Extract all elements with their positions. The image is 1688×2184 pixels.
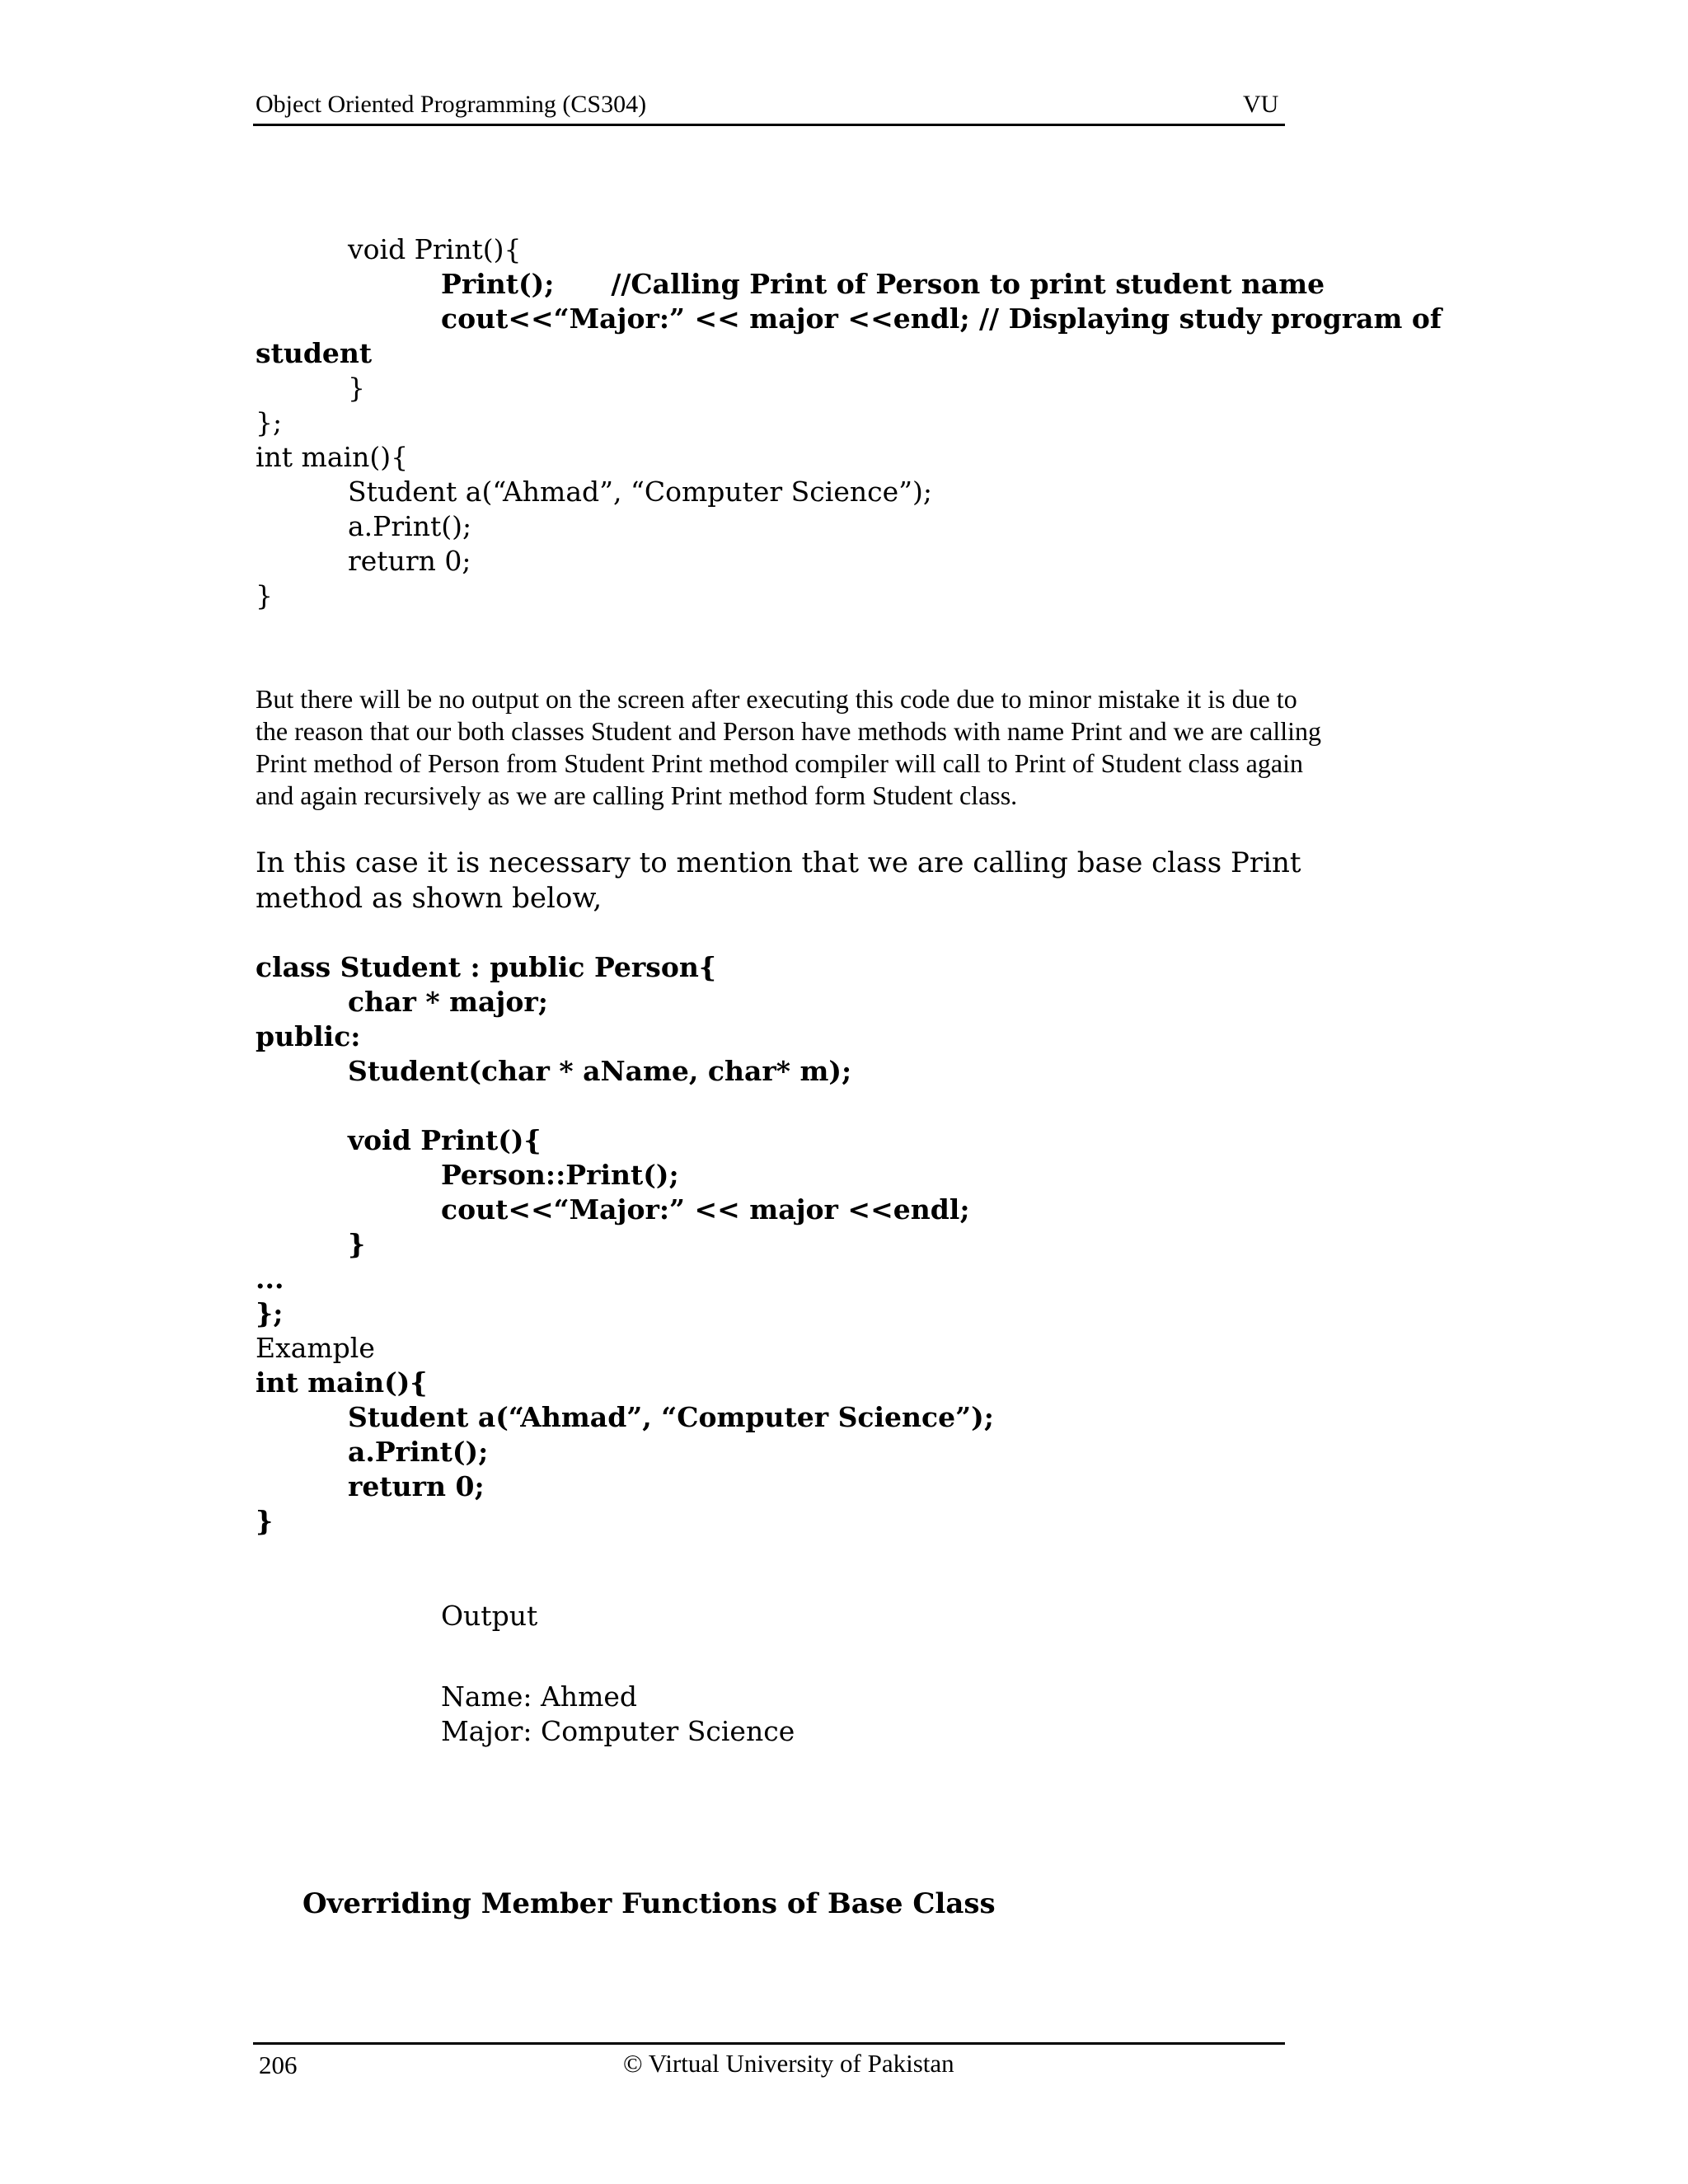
code-line: a.Print(); — [348, 510, 472, 542]
code-line: int main(){ — [256, 441, 409, 473]
code-line: Person::Print(); — [441, 1159, 679, 1191]
code-line: } — [348, 1228, 366, 1260]
header-institution: VU — [1243, 91, 1279, 118]
footer-divider — [253, 2042, 1285, 2045]
page-number: 206 — [259, 2050, 298, 2079]
code-line: Student(char * aName, char* m); — [348, 1055, 852, 1087]
code-line: void Print(){ — [348, 233, 522, 265]
body-paragraph: But there will be no output on the screen after executing this code due to minor mistake it is due to the reason that our both classes Student and Person have methods with name Print and we are calling Print method of Person from Student Print method compiler will call to Print of Student class again and again recursively as we are calling Print method form Student class. — [256, 684, 1322, 810]
code-line: }; — [256, 406, 283, 438]
code-line: return 0; — [348, 545, 471, 577]
code-line: cout<<“Major:” << major <<endl; — [441, 1193, 970, 1226]
header-course-title: Object Oriented Programming (CS304) — [256, 91, 647, 118]
section-heading: Overriding Member Functions of Base Class — [302, 1887, 996, 1920]
code-line: }; — [256, 1297, 284, 1329]
output-label: Output — [441, 1600, 538, 1632]
code-line: int main(){ — [256, 1366, 428, 1399]
code-line: cout<<“Major:” << major <<endl; // Displaying study program of — [441, 302, 1442, 335]
footer-copyright: © Virtual University of Pakistan — [623, 2049, 954, 2078]
code-line: public: — [256, 1020, 361, 1052]
output-line: Name: Ahmed — [441, 1680, 638, 1713]
code-line: Student a(“Ahmad”, “Computer Science”); — [348, 1401, 994, 1433]
code-line: class Student : public Person{ — [256, 951, 717, 983]
code-line: } — [348, 372, 365, 404]
header-divider — [253, 124, 1285, 126]
code-line: Example — [256, 1332, 375, 1364]
code-line: Print(); //Calling Print of Person to print student name — [441, 268, 1325, 300]
code-line: Student a(“Ahmad”, “Computer Science”); — [348, 476, 932, 508]
code-line: char * major; — [348, 986, 548, 1018]
code-line: a.Print(); — [348, 1436, 489, 1468]
code-line: student — [256, 337, 373, 369]
body-paragraph: In this case it is necessary to mention that we are calling base class Print method as shown below, — [256, 846, 1301, 915]
code-line: return 0; — [348, 1470, 485, 1502]
code-line: } — [256, 579, 273, 612]
output-line: Major: Computer Science — [441, 1715, 795, 1747]
code-line: } — [256, 1505, 274, 1537]
code-line: void Print(){ — [348, 1124, 542, 1156]
code-line: ... — [256, 1263, 284, 1295]
